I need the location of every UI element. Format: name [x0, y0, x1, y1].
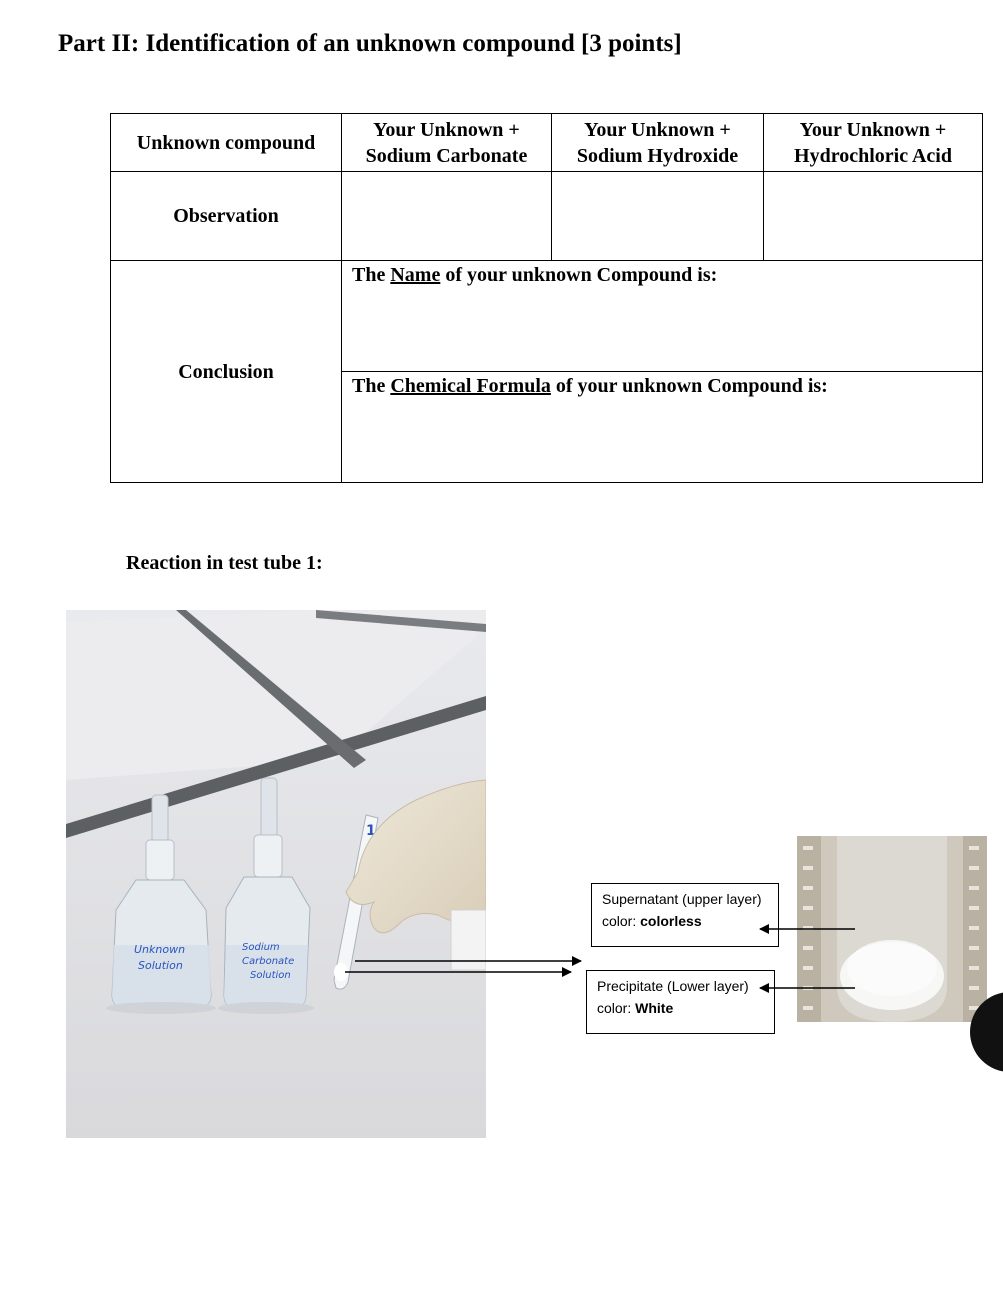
observation-label: Observation: [111, 172, 342, 261]
observation-cell-sodium-hydroxide[interactable]: [552, 172, 764, 261]
closeup-drawing: [797, 836, 987, 1022]
lab-photo: [66, 610, 486, 1138]
header-col2-line1: Your Unknown +: [584, 118, 731, 141]
compound-name-prompt: The Name of your unknown Compound is:: [352, 264, 718, 286]
unknown-bottle-label-line1: Unknown: [134, 943, 186, 956]
precipitate-callout: Precipitate (Lower layer) color: White: [586, 970, 775, 1034]
header-col1-line1: Your Unknown +: [373, 118, 520, 141]
unknown-bottle-label-line2: Solution: [138, 959, 183, 972]
lab-photo-drawing: [66, 610, 486, 1138]
page-title: Part II: Identification of an unknown compound [3 points]: [58, 30, 682, 57]
carbonate-bottle-label-line2: Carbonate: [242, 956, 295, 967]
header-col3-line2: Hydrochloric Acid: [794, 144, 952, 167]
supernatant-callout: Supernatant (upper layer) color: colorless: [591, 883, 779, 947]
header-sodium-hydroxide: [552, 114, 764, 172]
header-col3-line1: Your Unknown +: [799, 118, 947, 141]
header-sodium-carbonate: [342, 114, 552, 172]
identification-table: [110, 113, 983, 483]
reaction-heading: Reaction in test tube 1:: [126, 552, 323, 574]
header-hydrochloric-acid: [764, 114, 983, 172]
carbonate-bottle-label-line3: Solution: [250, 970, 291, 981]
header-unknown-compound: Unknown compound: [111, 114, 342, 172]
observation-cell-sodium-carbonate[interactable]: [342, 172, 552, 261]
chemical-formula-prompt: The Chemical Formula of your unknown Compound is:: [352, 375, 828, 397]
precipitate-closeup-photo: [797, 836, 987, 1022]
carbonate-bottle-label-line1: Sodium: [242, 942, 280, 953]
tube-number: 1: [366, 823, 376, 839]
conclusion-label: Conclusion: [111, 261, 342, 483]
header-col2-line2: Sodium Hydroxide: [576, 144, 739, 167]
compound-name-cell[interactable]: [342, 261, 983, 372]
chemical-formula-cell[interactable]: [342, 372, 983, 483]
header-col1-line2: Sodium Carbonate: [365, 144, 528, 167]
observation-cell-hydrochloric-acid[interactable]: [764, 172, 983, 261]
